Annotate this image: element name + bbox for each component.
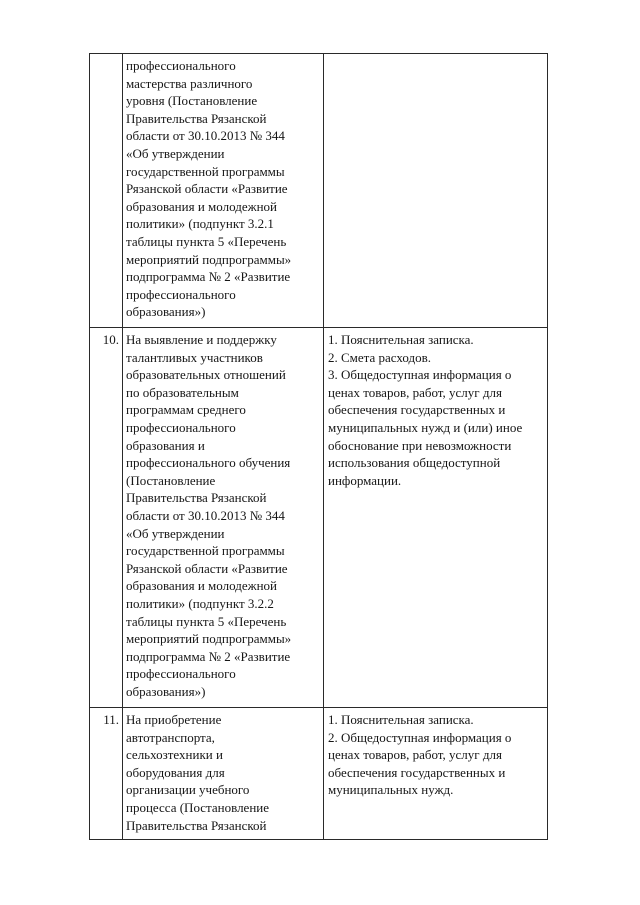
description-line: образования») bbox=[126, 683, 206, 699]
table-row bbox=[90, 54, 548, 328]
document-line: муниципальных нужд. bbox=[328, 782, 454, 798]
document-line: муниципальных нужд и (или) иное bbox=[328, 419, 523, 435]
description-line: области от 30.10.2013 № 344 bbox=[126, 128, 285, 144]
description-line: образования и bbox=[126, 437, 205, 453]
document-line: ценах товаров, работ, услуг для bbox=[328, 384, 502, 400]
description-line: образования и молодежной bbox=[126, 578, 277, 594]
description-line: политики» (подпункт 3.2.1 bbox=[126, 216, 274, 232]
row-number: 11. bbox=[90, 708, 123, 840]
document-line: использования общедоступной bbox=[328, 455, 501, 471]
description-line: подпрограмма № 2 «Развитие bbox=[126, 269, 291, 285]
description-line: государственной программы bbox=[126, 163, 285, 179]
description-line: Рязанской области «Развитие bbox=[126, 181, 288, 197]
document-line: обеспечения государственных и bbox=[328, 402, 506, 418]
description-line: подпрограмма № 2 «Развитие bbox=[126, 648, 291, 664]
description-line: таблицы пункта 5 «Перечень bbox=[126, 233, 287, 249]
description-line: профессионального bbox=[126, 666, 236, 682]
description-line: процесса (Постановление bbox=[126, 799, 270, 815]
row-number-cell bbox=[90, 54, 123, 328]
description-line: мастерства различного bbox=[126, 75, 253, 91]
document-line: 2. Общедоступная информация о bbox=[328, 729, 512, 745]
description-line: талантливых участников bbox=[126, 349, 263, 365]
description-line: профессионального bbox=[126, 286, 236, 302]
document-line: ценах товаров, работ, услуг для bbox=[328, 747, 502, 763]
documents-cell bbox=[324, 54, 548, 328]
description-line: На приобретение bbox=[126, 712, 222, 727]
description-line: мероприятий подпрограммы» bbox=[126, 631, 292, 647]
description-line: политики» (подпункт 3.2.2 bbox=[126, 595, 274, 611]
description-line: профессионального bbox=[126, 58, 236, 73]
description-line: оборудования для bbox=[126, 764, 225, 780]
description-line: образовательных отношений bbox=[126, 367, 286, 383]
description-line: уровня (Постановление bbox=[126, 93, 258, 109]
description-line: профессионального bbox=[126, 419, 236, 435]
table-row bbox=[90, 708, 548, 840]
description-line: образования и молодежной bbox=[126, 198, 277, 214]
description-cell bbox=[123, 54, 324, 328]
description-line: Правительства Рязанской bbox=[126, 817, 267, 833]
document-line: обеспечения государственных и bbox=[328, 764, 506, 780]
table-row bbox=[90, 328, 548, 708]
description-line: (Постановление bbox=[126, 472, 216, 488]
description-cell bbox=[123, 328, 324, 708]
document-line: 2. Смета расходов. bbox=[328, 349, 432, 365]
document-line: 3. Общедоступная информация о bbox=[328, 367, 512, 383]
description-line: государственной программы bbox=[126, 543, 285, 559]
regulation-table bbox=[89, 53, 548, 840]
description-cell bbox=[123, 708, 324, 840]
document-line: обоснование при невозможности bbox=[328, 437, 512, 453]
description-line: мероприятий подпрограммы» bbox=[126, 251, 292, 267]
document-line: 1. Пояснительная записка. bbox=[328, 332, 474, 347]
description-line: Правительства Рязанской bbox=[126, 490, 267, 506]
row-number: 10. bbox=[90, 328, 123, 708]
description-line: Правительства Рязанской bbox=[126, 110, 267, 126]
description-line: таблицы пункта 5 «Перечень bbox=[126, 613, 287, 629]
description-line: программам среднего bbox=[126, 402, 246, 418]
description-line: образования») bbox=[126, 304, 206, 320]
description-line: Рязанской области «Развитие bbox=[126, 560, 288, 576]
description-line: автотранспорта, bbox=[126, 729, 215, 745]
document-line: информации. bbox=[328, 472, 402, 488]
description-line: «Об утверждении bbox=[126, 525, 225, 541]
description-line: сельхозтехники и bbox=[126, 747, 223, 763]
description-line: области от 30.10.2013 № 344 bbox=[126, 507, 285, 523]
description-line: На выявление и поддержку bbox=[126, 332, 277, 347]
document-line: 1. Пояснительная записка. bbox=[328, 712, 474, 727]
documents-cell bbox=[324, 708, 548, 840]
description-line: организации учебного bbox=[126, 782, 250, 798]
table-body bbox=[90, 54, 548, 840]
description-line: по образовательным bbox=[126, 384, 239, 400]
description-line: «Об утверждении bbox=[126, 145, 225, 161]
documents-cell bbox=[324, 328, 548, 708]
description-line: профессионального обучения bbox=[126, 455, 291, 471]
